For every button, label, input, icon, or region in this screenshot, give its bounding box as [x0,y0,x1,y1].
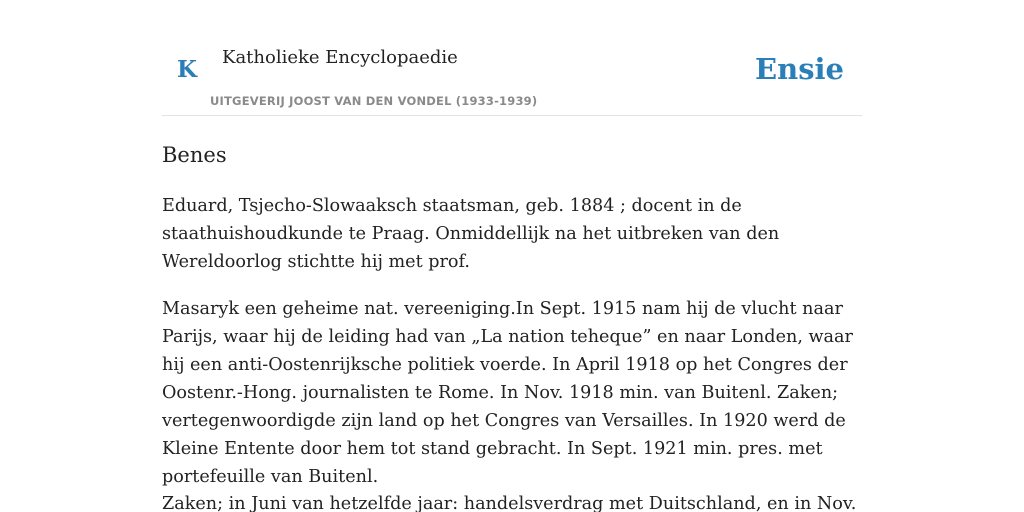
entry-paragraph-1: Eduard, Tsjecho-Slowaaksch staatsman, geb. 1884 ; docent in de staathuishoudkunde te Praag. Onmiddellijk na het uitbreken van den Wereldoorlog stichtte hij met prof. [162,196,780,272]
entry-title: Benes [162,143,227,167]
entry-paragraph-3: Zaken; in Juni van hetzelfde jaar: handelsverdrag met Duitschland, en in Nov. [162,494,857,512]
publisher-subtitle: UITGEVERIJ JOOST VAN DEN VONDEL (1933-1939) [210,94,538,108]
publication-title[interactable]: Katholieke Encyclopaedie [222,47,458,68]
entry-paragraph-2: Masaryk een geheime nat. vereeniging.In Sept. 1915 nam hij de vlucht naar Parijs, waar hij de leiding had van „La nation teheque” en naar Londen, waar hij een anti-Oostenrijksche politiek voerde. In April 1918 op het Congres der Oostenr.-Hong. journalisten te Rome. In Nov. 1918 min. van Buitenl. Zaken; vertegenwoordigde zijn land op het Congres van Versailles. In 1920 werd de Kleine Entente door hem tot stand gebracht. In Sept. 1921 min. pres. met portefeuille van Buitenl. [162,299,853,487]
site-header [162,0,862,116]
ensie-brand-logo[interactable]: Ensie [755,52,844,86]
encyclopedia-logo[interactable]: K [177,56,197,83]
